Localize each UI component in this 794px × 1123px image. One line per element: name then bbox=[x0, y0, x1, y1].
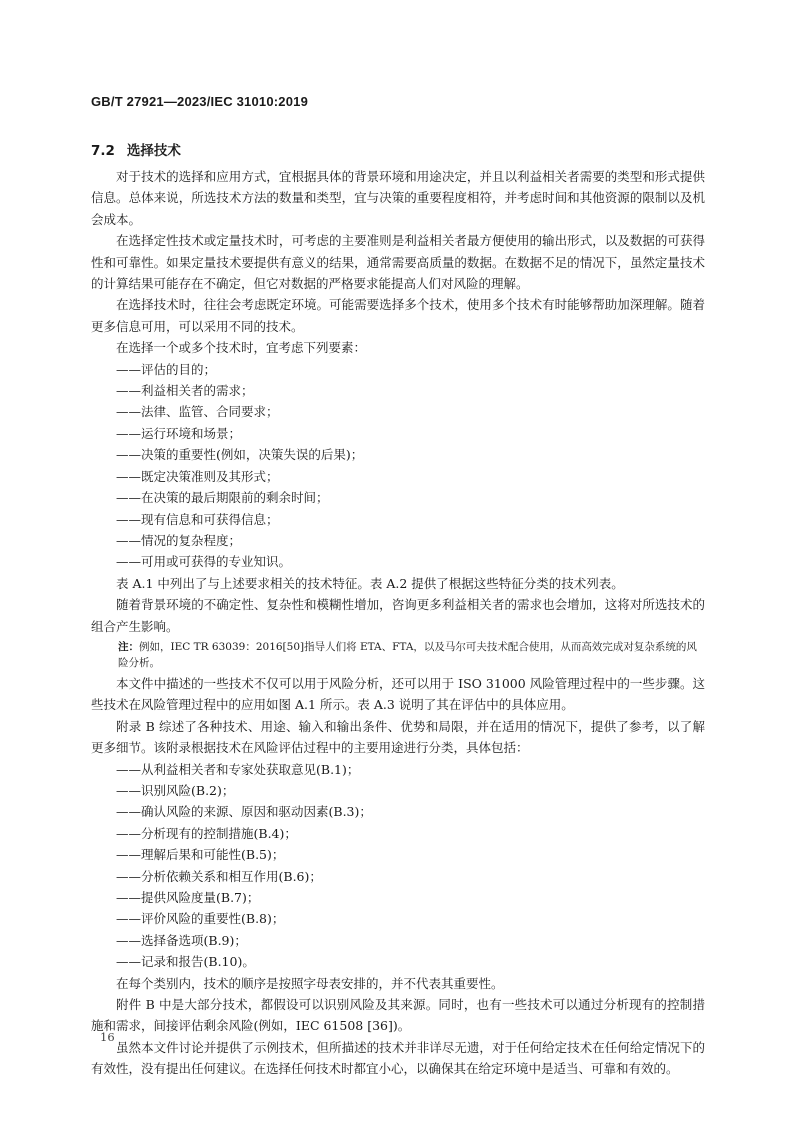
categories-list bbox=[91, 759, 705, 973]
list-item: ——现有信息和可获得信息； bbox=[116, 511, 279, 527]
standard-header: GB/T 27921—2023/IEC 31010:2019 bbox=[91, 94, 309, 109]
list-item: ——确认风险的来源、原因和驱动因素(B.3)； bbox=[116, 804, 372, 820]
list-item: ——记录和报告(B.10)。 bbox=[116, 954, 255, 970]
paragraph-5: 表 A.1 中列出了与上述要求相关的技术特征。表 A.2 提供了根据这些特征分类的技术列表。 bbox=[116, 575, 624, 591]
page-number: 16 bbox=[100, 1030, 115, 1044]
list-item: ——法律、监管、合同要求； bbox=[116, 404, 279, 420]
paragraph-6: 随着背景环境的不确定性、复杂性和模糊性增加，咨询更多利益相关者的需求也会增加，这将对所选技术的组合产生影响。 bbox=[91, 597, 705, 634]
list-item: ——评价风险的重要性(B.8)； bbox=[116, 911, 285, 927]
list-item: ——评估的目的； bbox=[116, 361, 217, 377]
list-item: ——选择备选项(B.9)； bbox=[116, 932, 247, 948]
paragraph-3: 在选择技术时，往往会考虑既定环境。可能需要选择多个技术，使用多个技术有时能够帮助加深理解。随着更多信息可用，可以采用不同的技术。 bbox=[91, 297, 705, 334]
paragraph-10: 附件 B 中是大部分技术，都假设可以识别风险及其来源。同时，也有一些技术可以通过分析现有的控制措施和需求，间接评估剩余风险(例如，IEC 61508 [36])。 bbox=[91, 997, 705, 1034]
section-title-text: 选择技术 bbox=[126, 143, 181, 159]
list-item: ——利益相关者的需求； bbox=[116, 383, 254, 399]
paragraph-2: 在选择定性技术或定量技术时，可考虑的主要准则是利益相关者最方便使用的输出形式，以及数据的可获得性和可靠性。如果定量技术要提供有意义的结果，通常需要高质量的数据。在数据不足的情况下，虽然定量技术的计算结果可能存在不确定，但它对数据的严格要求能提高人们对风险的理解。 bbox=[91, 233, 705, 292]
list-item: ——运行环境和场景； bbox=[116, 425, 242, 441]
list-item: ——在决策的最后期限前的剩余时间； bbox=[116, 490, 329, 506]
list-item: ——情况的复杂程度； bbox=[116, 532, 242, 548]
list-item: ——识别风险(B.2)； bbox=[116, 782, 235, 798]
list-item: ——理解后果和可能性(B.5)； bbox=[116, 847, 285, 863]
note-text: 例如，IEC TR 63039：2016[50]指导人们将 ETA、FTA，以及马尔可夫技术配合使用，从而高效完成对复杂系统的风险分析。 bbox=[118, 640, 697, 669]
list-item: ——分析现有的控制措施(B.4)； bbox=[116, 825, 297, 841]
note-block bbox=[91, 639, 705, 671]
paragraph-9: 在每个类别内，技术的顺序是按照字母表安排的，并不代表其重要性。 bbox=[116, 975, 504, 991]
list-item: ——提供风险度量(B.7)； bbox=[116, 890, 260, 905]
section-body bbox=[91, 166, 705, 1080]
list-item: ——分析依赖关系和相互作用(B.6)； bbox=[116, 868, 322, 884]
note-label: 注： bbox=[118, 640, 139, 653]
list-item: ——从利益相关者和专家处获取意见(B.1)； bbox=[116, 761, 360, 777]
list-item: ——决策的重要性(例如，决策失误的后果)； bbox=[116, 447, 364, 463]
section-heading bbox=[91, 139, 181, 159]
paragraph-11: 虽然本文件讨论并提供了示例技术，但所描述的技术并非详尽无遗，对于任何给定技术在任何给定情况下的有效性，没有提出任何建议。在选择任何技术时都宜小心，以确保其在给定环境中是适当、可靠和有效的。 bbox=[91, 1039, 705, 1077]
paragraph-8: 附录 B 综述了各种技术、用途、输入和输出条件、优势和局限，并在适用的情况下，提供了参考，以了解更多细节。该附录根据技术在风险评估过程中的主要用途进行分类，具体包括： bbox=[91, 718, 705, 756]
factors-list bbox=[91, 359, 705, 573]
section-number: 7.2 bbox=[91, 143, 115, 159]
list-item: ——可用或可获得的专业知识。 bbox=[116, 554, 292, 570]
paragraph-1: 对于技术的选择和应用方式，宜根据具体的背景环境和用途决定，并且以利益相关者需要的类型和形式提供信息。总体来说，所选技术方法的数量和类型，宜与决策的重要程度相符，并考虑时间和其他资源的限制以及机会成本。 bbox=[91, 169, 705, 227]
paragraph-4: 在选择一个或多个技术时，宜考虑下列要素： bbox=[116, 340, 367, 356]
list-item: ——既定决策准则及其形式； bbox=[116, 468, 279, 484]
paragraph-7: 本文件中描述的一些技术不仅可以用于风险分析，还可以用于 ISO 31000 风险管理过程中的一些步骤。这些技术在风险管理过程中的应用如图 A.1 所示。表 A.3 说明了其在评估中的具体应用。 bbox=[91, 675, 705, 713]
